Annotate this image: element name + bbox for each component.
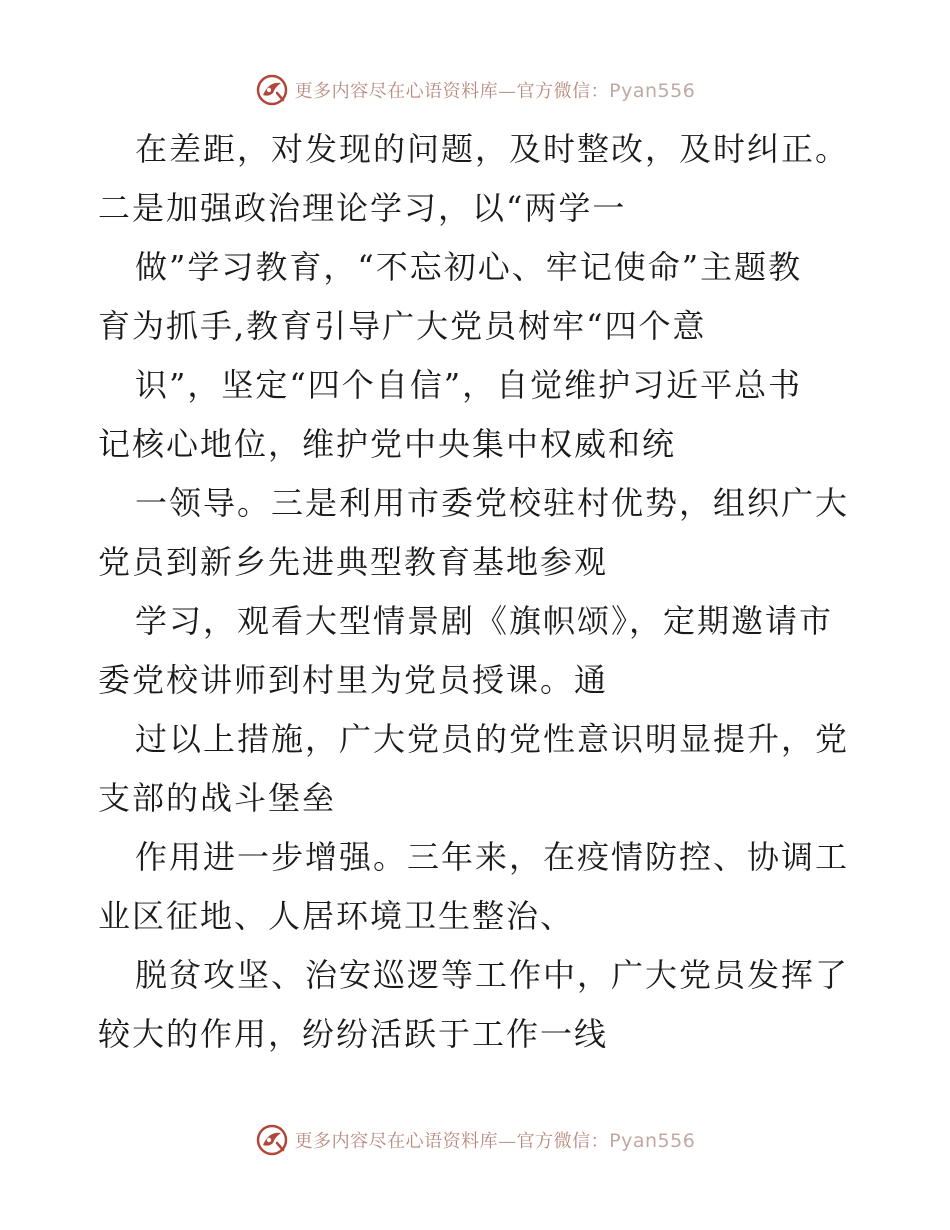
text-line: 脱贫攻坚、治安巡逻等工作中，广大党员发挥了 <box>135 956 850 994</box>
text-line: 作用进一步增强。三年来，在疫情防控、协调工 <box>135 838 850 876</box>
footer-brand: 更多内容尽在心语资料库 <box>294 1131 499 1152</box>
text-line: 支部的战斗堡垒 <box>98 779 337 817</box>
footer-text <box>295 1127 696 1153</box>
text-line: 业区征地、人居环境卫生整治、 <box>98 897 575 935</box>
document-body <box>98 120 858 1064</box>
text-line: 较大的作用，纷纷活跃于工作一线 <box>98 1015 609 1053</box>
text-line: 记核心地位，维护党中央集中权威和统 <box>98 425 677 463</box>
text-line: 一领导。三是利用市委党校驻村优势，组织广大 <box>135 484 850 522</box>
header-text <box>295 77 696 103</box>
text-line: 识”，坚定“四个自信”，自觉维护习近平总书 <box>135 366 803 404</box>
text-line: 二是加强政治理论学习，以“两学一 <box>98 189 627 227</box>
red-seal-logo-icon <box>255 1123 289 1157</box>
text-line: 过以上措施，广大党员的党性意识明显提升，党 <box>135 720 850 758</box>
header-banner <box>0 70 950 110</box>
red-seal-logo-icon <box>255 73 289 107</box>
text-line: 做”学习教育，“不忘初心、牢记使命”主题教 <box>135 248 803 286</box>
footer-banner <box>0 1120 950 1160</box>
text-line: 学习，观看大型情景剧《旗帜颂》，定期邀请市 <box>135 602 834 640</box>
header-wechat-label: 官方微信： <box>516 81 610 102</box>
header-brand: 更多内容尽在心语资料库 <box>294 81 499 102</box>
text-line: 委党校讲师到村里为党员授课。通 <box>98 661 609 699</box>
header-separator: — <box>498 81 517 102</box>
footer-wechat-id: Pyan556 <box>609 1130 696 1152</box>
footer-wechat-label: 官方微信： <box>516 1131 610 1152</box>
text-line: 育为抓手,教育引导广大党员树牢“四个意 <box>98 307 707 345</box>
text-line: 在差距，对发现的问题，及时整改，及时纠正。 <box>135 130 850 168</box>
text-line: 党员到新乡先进典型教育基地参观 <box>98 543 609 581</box>
header-wechat-id: Pyan556 <box>609 80 696 102</box>
footer-separator: — <box>498 1131 517 1152</box>
